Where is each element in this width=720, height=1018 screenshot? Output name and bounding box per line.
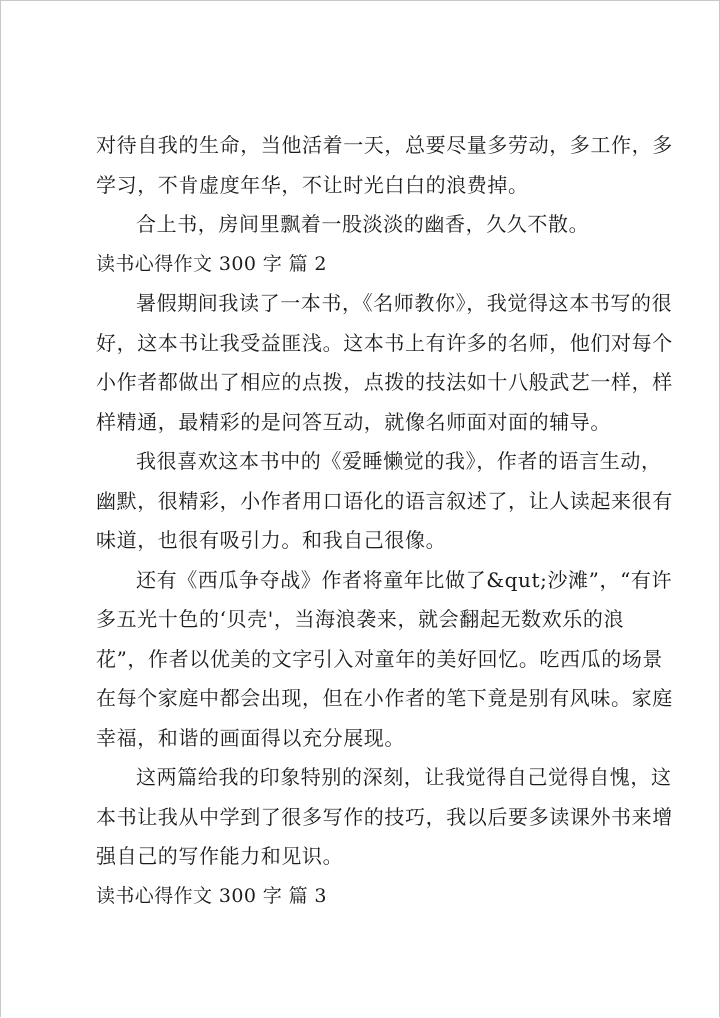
section-heading: 读书心得作文 300 字 篇 2 [96, 252, 327, 275]
text-line: 小作者都做出了相应的点拨，点拨的技法如十八般武艺一样，样 [96, 370, 673, 394]
text-line: 学习，不肯虚度年华，不让时光白白的浪费掉。 [96, 172, 529, 197]
text-line: 幸福，和谐的画面得以充分展现。 [96, 725, 405, 750]
paragraph-start: 暑假期间我读了一本书，《名师教你》，我觉得这本书写的很 [136, 291, 673, 315]
document-body [96, 126, 673, 916]
text-line: 花”，作者以优美的文字引入对童年的美好回忆。吃西瓜的场景 [96, 646, 664, 671]
text-line: 强自己的写作能力和见识。 [96, 844, 344, 868]
text-line: 在每个家庭中都会出现，但在小作者的笔下竟是别有风味。家庭 [96, 686, 673, 710]
text-line: 好，这本书让我受益匪浅。这本书上有许多的名师，他们对每个 [96, 330, 673, 355]
text-line: 对待自我的生命，当他活着一天，总要尽量多劳动，多工作，多 [96, 133, 673, 157]
text-line: 幽默，很精彩，小作者用口语化的语言叙述了，让人读起来很有 [96, 488, 673, 513]
section-heading: 读书心得作文 300 字 篇 3 [96, 884, 327, 907]
paragraph-start: 还有《西瓜争夺战》作者将童年比做了&qut;沙滩”，“有许 [136, 567, 673, 592]
paragraph-start: 这两篇给我的印象特别的深刻，让我觉得自己觉得自愧，这 [136, 765, 672, 789]
paragraph-start: 我很喜欢这本书中的《爱睡懒觉的我》，作者的语言生动， [136, 449, 662, 473]
text-line: 本书让我从中学到了很多写作的技巧，我以后要多读课外书来增 [96, 804, 673, 829]
text-line: 多五光十色的‘贝壳'，当海浪袭来，就会翻起无数欢乐的浪 [96, 607, 625, 631]
paragraph-start: 合上书，房间里飘着一股淡淡的幽香，久久不散。 [136, 212, 590, 236]
text-line: 味道，也很有吸引力。和我自己很像。 [96, 528, 447, 552]
text-line: 样精通，最精彩的是问答互动，就像名师面对面的辅导。 [96, 409, 611, 434]
